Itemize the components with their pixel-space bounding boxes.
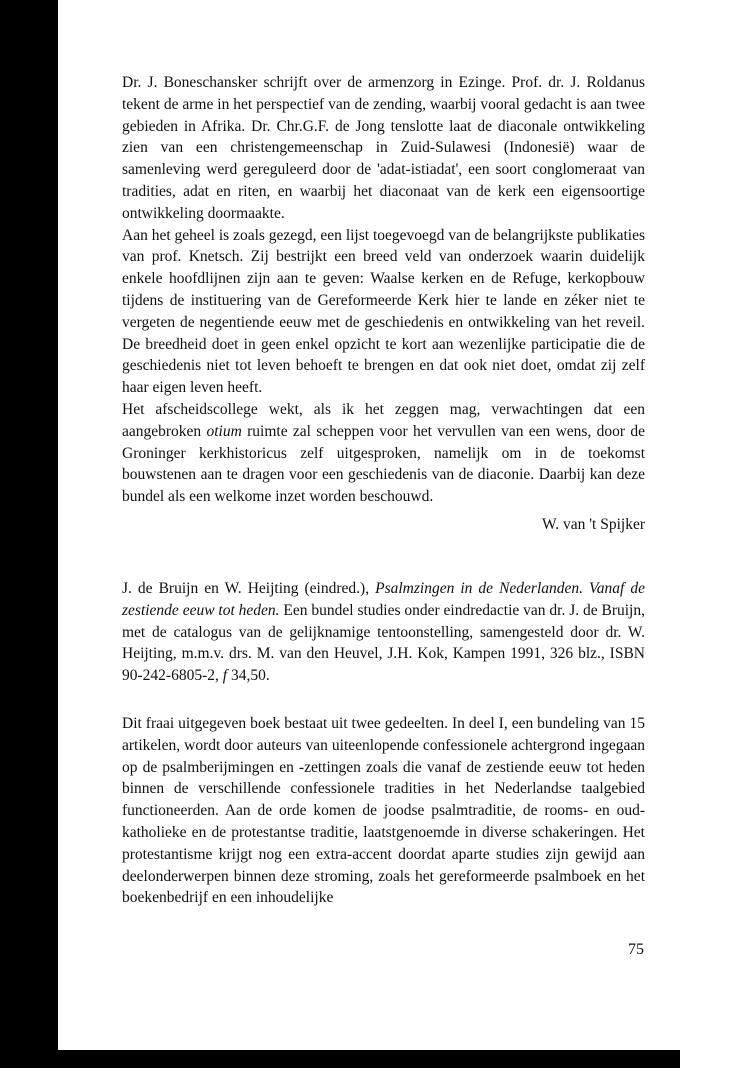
paragraph: Het afscheidscollege wekt, als ik het zeggen mag, verwachtingen dat een aangebroken otium ruimte zal scheppen voor het vervullen van een wens, door de Groninger kerkhistoricus zelf uitgesproken, namelijk om in de toekomst bouwstenen aan te dragen voor een geschiedenis van de diaconie. Daarbij kan deze bundel als een welkome inzet worden beschouwd. [122, 400, 645, 506]
review-2-body [122, 713, 645, 909]
paragraph: Aan het geheel is zoals gezegd, een lijst toegevoegd van de belangrijkste publikaties van prof. Knetsch. Zij bestrijkt een breed veld van onderzoek waarin duidelijk enkele hoofdlijnen zijn aan te geven: Waalse kerken en de Refuge, kerkopbouw tijdens de instituering van de Gereformeerde Kerk hier te lande en zéker niet te vergeten de negentiende eeuw met de geschiedenis en ontwikkeling van het reveil. De breedheid doet in geen enkel opzicht te kort aan wezenlijke participatie die de geschiedenis niet tot leven behoeft te brengen en dat ook niet doet, omdat zij zelf haar eigen leven heeft. [122, 226, 645, 397]
paragraph: Dit fraai uitgegeven boek bestaat uit twee gedeelten. In deel I, een bundeling van 15 artikelen, wordt door auteurs van uiteenlopende confessionele achtergrond ingegaan op de psalmberijmingen en -zettingen zoals die vanaf de zestiende eeuw tot heden binnen de verschillende confessionele tradities in het Nederlandse taalgebied functioneerden. Aan de orde komen de joodse psalmtraditie, de rooms- en oud- katholieke en de protestantse traditie, laatstgenoemde in diverse schakeringen. Het protestantisme krijgt nog een extra-accent doordat aparte studies zijn gewijd aan deelonderwerpen binnen deze stroming, zoals het gereformeerde psalmboek en het boekenbedrijf en een inhoudelijke [122, 715, 645, 907]
review-1-text [122, 72, 645, 508]
scan-bottom-border [58, 1050, 680, 1068]
citation-authors: J. de Bruijn en W. Heijting (eindred.), [122, 580, 376, 597]
scan-left-border [0, 0, 58, 1068]
review-2-citation: J. de Bruijn en W. Heijting (eindred.), Psalmzingen in de Nederlanden. Vanaf de zestiende eeuw tot heden. Een bundel studies onder eindredactie van dr. J. de Bruijn, met de catalogus van de gelijknamige tentoonstelling, samengesteld door dr. W. Heijting, m.m.v. drs. M. van den Heuvel, J.H. Kok, Kampen 1991, 326 blz., ISBN 90-242-6805-2, f 34,50. [122, 580, 646, 685]
citation-title: Psalmzingen in de Nederlanden. Vanaf de zestiende eeuw tot heden. [122, 580, 646, 619]
paragraph: Dr. J. Boneschansker schrijft over de armenzorg in Ezinge. Prof. dr. J. Roldanus tekent de arme in het perspectief van de zending, waarbij vooral gedacht is aan twee gebieden in Afrika. Dr. Chr.G.F. de Jong tenslotte laat de diaconale ontwikkeling zien van een christengemeenschap in Zuid-Sulawesi (Indonesië) waar de samenleving werd gereguleerd door de 'adat-istiadat', een soort conglomeraat van tradities, adat en riten, en waarbij het diaconaat van de kerk een eigensoortige ontwikkeling doormaakte. [122, 74, 645, 222]
review-signature: W. van 't Spijker [542, 516, 645, 533]
page-number: 75 [628, 941, 644, 958]
